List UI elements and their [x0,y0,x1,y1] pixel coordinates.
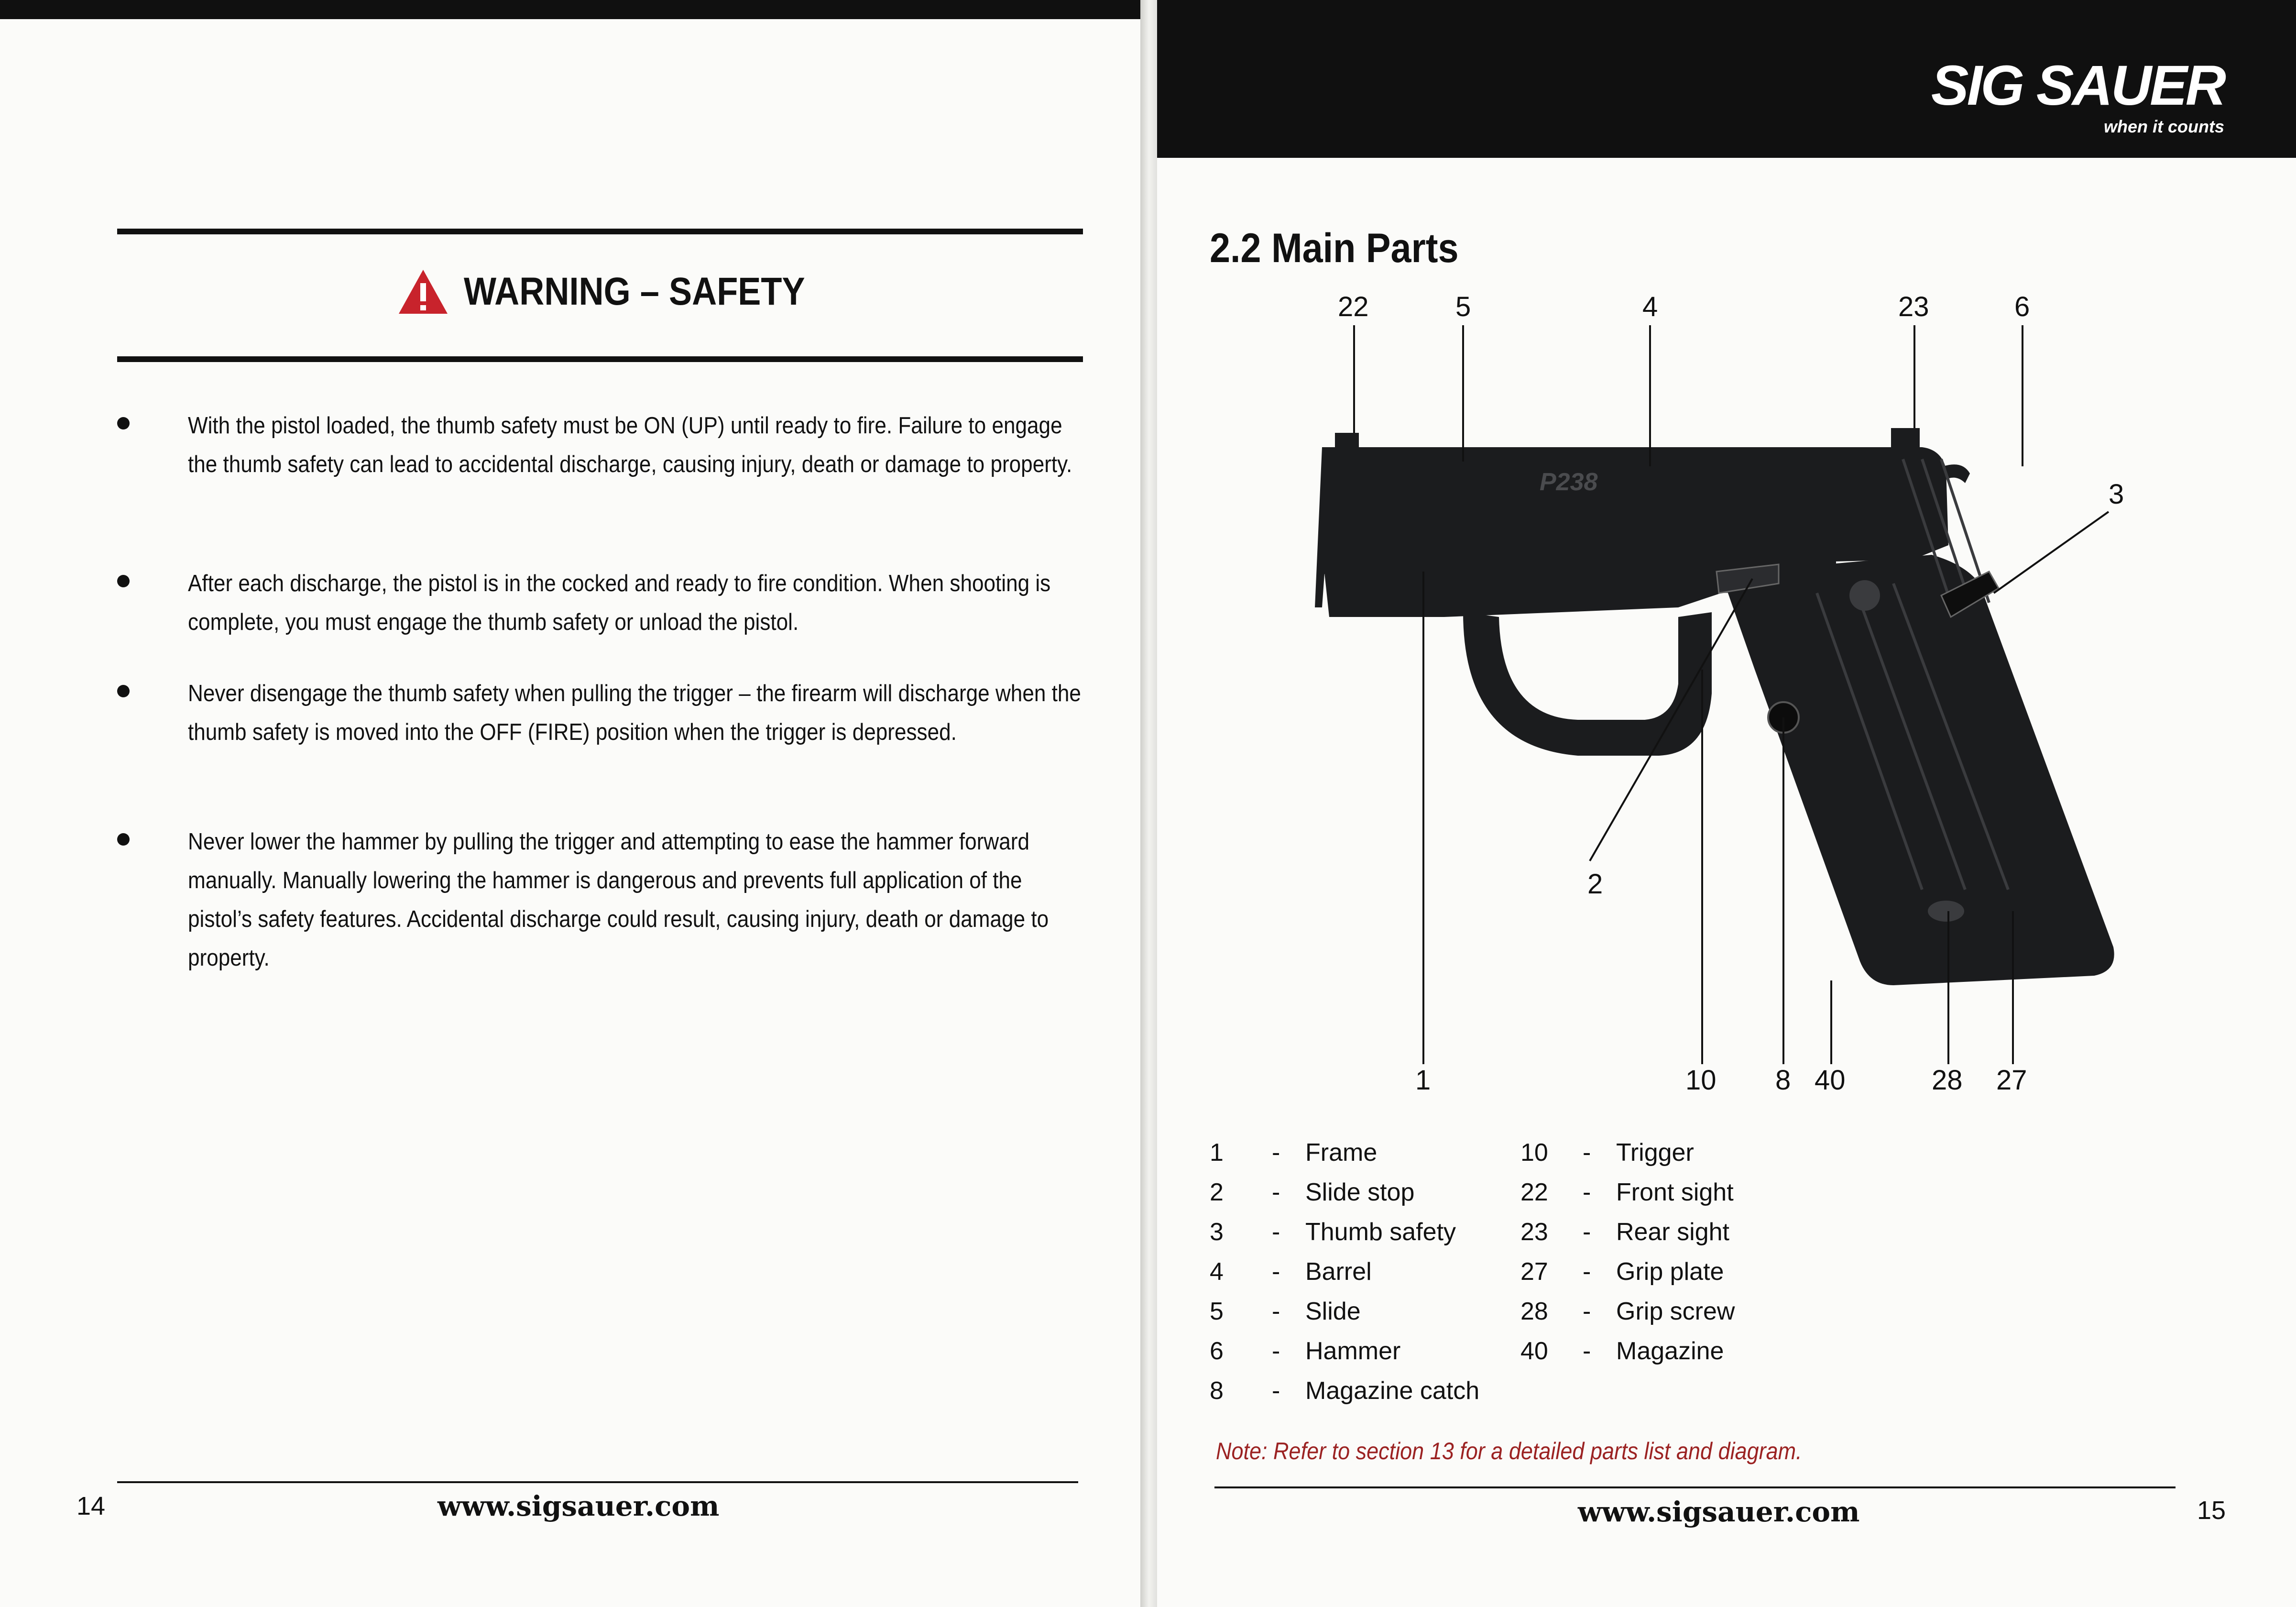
bullet-dot [117,833,130,846]
callout-40: 40 [1815,1065,1846,1096]
bullet-text: Never disengage the thumb safety when pulling the trigger – the firearm will discharge when the thumb safety is moved into the OFF (FIRE) position when the trigger is depressed. [188,681,1081,745]
part-name: Hammer [1305,1337,1401,1365]
bullet-text: With the pistol loaded, the thumb safety must be ON (UP) until ready to fire. Failure to engage the thumb safety can lead to accidental discharge, causing injury, death or damage to property. [188,413,1072,477]
warning-triangle-icon [397,268,449,316]
logo-wordmark: SIG SAUER [1931,54,2224,117]
part-name: Trigger [1616,1139,1694,1167]
part-name: Frame [1305,1139,1378,1167]
warning-bullet-1 [117,407,1083,484]
part-row: 3 [1210,1218,1224,1246]
warning-heading [397,268,852,316]
callout-8: 8 [1775,1065,1791,1096]
callout-22: 22 [1338,291,1369,322]
part-row: 1 [1210,1139,1224,1167]
warning-bottom-rule [117,356,1083,362]
rear-sight [1891,428,1920,450]
pistol-diagram [1157,0,2296,1124]
part-row: 27 [1520,1258,1548,1286]
callout-10: 10 [1685,1065,1717,1096]
part-name: Thumb safety [1305,1218,1456,1246]
right-footer-url[interactable]: www.sigsauer.com [1578,1496,1860,1528]
callout-5: 5 [1455,291,1471,322]
callout-3: 3 [2109,479,2124,510]
pistol-grip [1721,555,2114,985]
callout-28: 28 [1932,1065,1963,1096]
part-dash: - [1583,1298,1591,1325]
callout-6: 6 [2014,291,2030,322]
bullet-dot [117,575,130,587]
logo-tagline: when it counts [2104,117,2224,136]
part-name: Slide stop [1305,1178,1415,1206]
part-row: 23 [1520,1218,1548,1246]
right-page-number: 15 [2197,1496,2226,1525]
part-dash: - [1272,1377,1280,1405]
slide-marking: P238 [1540,468,1598,496]
part-dash: - [1272,1178,1280,1206]
grip-screw-bottom [1928,901,1964,922]
part-dash: - [1583,1178,1591,1206]
part-row: 40 [1520,1337,1548,1365]
part-name: Barrel [1305,1258,1372,1286]
part-dash: - [1583,1218,1591,1246]
part-dash: - [1272,1258,1280,1286]
part-name: Grip screw [1616,1298,1735,1325]
part-row: 4 [1210,1258,1224,1286]
warning-title: WARNING – SAFETY [464,270,805,313]
front-sight [1335,433,1359,450]
part-dash: - [1583,1258,1591,1286]
left-footer-rule [117,1481,1078,1483]
part-row: 22 [1520,1178,1548,1206]
callout-1: 1 [1415,1065,1431,1096]
part-row: 2 [1210,1178,1224,1206]
warning-bullet-4 [117,823,1083,978]
part-name: Magazine catch [1305,1377,1480,1405]
part-name: Grip plate [1616,1258,1724,1286]
part-row: 10 [1520,1139,1548,1167]
callout-27: 27 [1996,1065,2027,1096]
section-title: 2.2 Main Parts [1210,225,1459,271]
part-row: 5 [1210,1298,1224,1325]
part-row: 8 [1210,1377,1224,1405]
left-top-band [0,0,1145,19]
part-dash: - [1272,1337,1280,1365]
part-dash: - [1272,1139,1280,1167]
warning-bullet-2 [117,564,1083,642]
parts-note: Note: Refer to section 13 for a detailed parts list and diagram. [1216,1438,1802,1464]
pistol-illustration [1315,428,2114,985]
trigger-guard [1463,612,1712,756]
warning-top-rule [117,229,1083,234]
part-dash: - [1583,1337,1591,1365]
callout-2: 2 [1587,869,1603,900]
right-page [1157,0,2296,1607]
pistol-hammer [1927,464,1970,507]
left-footer-url[interactable]: www.sigsauer.com [437,1490,720,1522]
part-name: Rear sight [1616,1218,1729,1246]
bullet-dot [117,417,130,429]
left-page [0,0,1145,1607]
part-dash: - [1272,1218,1280,1246]
bullet-dot [117,685,130,697]
right-footer-rule [1214,1486,2176,1488]
part-name: Magazine [1616,1337,1724,1365]
part-row: 6 [1210,1337,1224,1365]
part-dash: - [1583,1139,1591,1167]
bullet-text: Never lower the hammer by pulling the trigger and attempting to ease the hammer forward manually. Manually lowering the hammer is dangerous and prevents full application of the pistol’s safety features. Accidental discharge could result, causing injury, death or damage to property. [188,829,1049,971]
part-name: Front sight [1616,1178,1734,1206]
part-row: 28 [1520,1298,1548,1325]
callout-4: 4 [1642,291,1658,322]
bullet-text: After each discharge, the pistol is in the cocked and ready to fire condition. When shooting is complete, you must engage the thumb safety or unload the pistol. [188,571,1051,635]
left-page-number: 14 [77,1492,106,1520]
part-name: Slide [1305,1298,1361,1325]
warning-bullet-3 [117,674,1083,752]
grip-screw-top [1849,580,1880,611]
callout-23: 23 [1898,291,1929,322]
part-dash: - [1272,1298,1280,1325]
